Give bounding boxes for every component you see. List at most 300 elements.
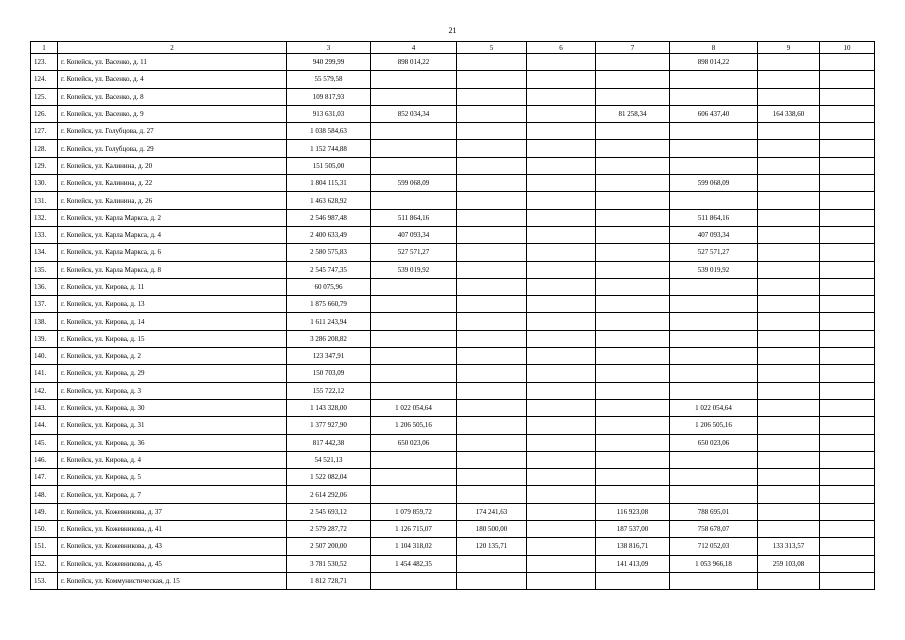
row-number-cell: 141.	[31, 365, 58, 382]
value-cell	[820, 296, 875, 313]
value-cell: 650 023,06	[371, 434, 457, 451]
column-header-10: 10	[820, 42, 875, 54]
value-cell	[527, 54, 596, 71]
row-number-cell: 135.	[31, 261, 58, 278]
value-cell	[596, 434, 670, 451]
value-cell	[527, 244, 596, 261]
value-cell	[457, 469, 527, 486]
table-row	[31, 209, 875, 226]
value-cell	[527, 521, 596, 538]
column-header-3: 3	[287, 42, 371, 54]
table-row	[31, 313, 875, 330]
value-cell	[527, 365, 596, 382]
value-cell	[371, 365, 457, 382]
value-cell	[820, 261, 875, 278]
address-cell: г. Копейск, ул. Кожевникова, д. 41	[58, 521, 287, 538]
value-cell: 1 143 328,00	[287, 399, 371, 416]
data-table	[30, 41, 875, 590]
row-number-cell: 133.	[31, 226, 58, 243]
row-number-cell: 123.	[31, 54, 58, 71]
value-cell	[670, 572, 758, 589]
value-cell	[820, 175, 875, 192]
row-number-cell: 129.	[31, 157, 58, 174]
row-number-cell: 127.	[31, 123, 58, 140]
value-cell	[457, 140, 527, 157]
value-cell	[457, 175, 527, 192]
table-row	[31, 226, 875, 243]
value-cell	[820, 399, 875, 416]
value-cell	[371, 123, 457, 140]
value-cell: 133 313,57	[758, 538, 820, 555]
value-cell	[670, 192, 758, 209]
address-cell: г. Копейск, ул. Васенко, д. 11	[58, 54, 287, 71]
row-number-cell: 140.	[31, 348, 58, 365]
value-cell	[371, 71, 457, 88]
value-cell: 155 722,12	[287, 382, 371, 399]
table-row	[31, 417, 875, 434]
row-number-cell: 134.	[31, 244, 58, 261]
value-cell: 1 152 744,88	[287, 140, 371, 157]
value-cell	[371, 330, 457, 347]
value-cell: 116 923,08	[596, 503, 670, 520]
value-cell	[758, 244, 820, 261]
value-cell	[670, 157, 758, 174]
value-cell	[596, 451, 670, 468]
value-cell	[758, 313, 820, 330]
value-cell: 138 816,71	[596, 538, 670, 555]
table-header-row	[31, 42, 875, 54]
value-cell	[670, 313, 758, 330]
value-cell: 898 014,22	[371, 54, 457, 71]
row-number-cell: 153.	[31, 572, 58, 589]
value-cell	[371, 486, 457, 503]
table-row	[31, 521, 875, 538]
page-number: 21	[448, 26, 457, 35]
value-cell: 1 053 966,18	[670, 555, 758, 572]
value-cell	[820, 278, 875, 295]
value-cell	[820, 54, 875, 71]
value-cell	[457, 209, 527, 226]
value-cell	[457, 192, 527, 209]
address-cell: г. Копейск, ул. Голубцова, д. 29	[58, 140, 287, 157]
value-cell	[371, 313, 457, 330]
value-cell	[457, 399, 527, 416]
value-cell	[527, 417, 596, 434]
value-cell	[596, 382, 670, 399]
value-cell: 511 864,16	[670, 209, 758, 226]
row-number-cell: 143.	[31, 399, 58, 416]
value-cell	[527, 538, 596, 555]
row-number-cell: 149.	[31, 503, 58, 520]
value-cell	[596, 486, 670, 503]
value-cell	[820, 313, 875, 330]
row-number-cell: 152.	[31, 555, 58, 572]
value-cell	[527, 399, 596, 416]
value-cell: 2 507 200,00	[287, 538, 371, 555]
value-cell	[758, 209, 820, 226]
value-cell	[820, 503, 875, 520]
value-cell	[457, 54, 527, 71]
value-cell	[820, 382, 875, 399]
value-cell: 1 022 054,64	[670, 399, 758, 416]
table-row	[31, 382, 875, 399]
row-number-cell: 132.	[31, 209, 58, 226]
value-cell	[527, 278, 596, 295]
value-cell: 2 580 575,83	[287, 244, 371, 261]
value-cell	[758, 451, 820, 468]
row-number-cell: 126.	[31, 105, 58, 122]
value-cell	[596, 313, 670, 330]
table-row	[31, 572, 875, 589]
address-cell: г. Копейск, ул. Калинина, д. 22	[58, 175, 287, 192]
value-cell	[820, 244, 875, 261]
address-cell: г. Копейск, ул. Кирова, д. 5	[58, 469, 287, 486]
value-cell	[371, 382, 457, 399]
value-cell: 407 093,34	[670, 226, 758, 243]
row-number-cell: 137.	[31, 296, 58, 313]
value-cell	[371, 192, 457, 209]
value-cell: 1 206 505,16	[371, 417, 457, 434]
value-cell	[457, 244, 527, 261]
value-cell: 1 104 318,02	[371, 538, 457, 555]
table-row	[31, 105, 875, 122]
value-cell	[596, 175, 670, 192]
address-cell: г. Копейск, ул. Васенко, д. 4	[58, 71, 287, 88]
value-cell	[457, 313, 527, 330]
row-number-cell: 144.	[31, 417, 58, 434]
value-cell	[527, 209, 596, 226]
address-cell: г. Копейск, ул. Васенко, д. 8	[58, 88, 287, 105]
value-cell: 1 038 584,63	[287, 123, 371, 140]
table-row	[31, 365, 875, 382]
table-row	[31, 54, 875, 71]
value-cell: 3 286 208,82	[287, 330, 371, 347]
value-cell: 187 537,00	[596, 521, 670, 538]
value-cell	[457, 296, 527, 313]
table-row	[31, 140, 875, 157]
value-cell	[820, 157, 875, 174]
row-number-cell: 128.	[31, 140, 58, 157]
address-cell: г. Копейск, ул. Кирова, д. 3	[58, 382, 287, 399]
value-cell	[457, 365, 527, 382]
row-number-cell: 147.	[31, 469, 58, 486]
table-row	[31, 451, 875, 468]
column-header-7: 7	[596, 42, 670, 54]
table-row	[31, 157, 875, 174]
value-cell	[820, 209, 875, 226]
column-header-9: 9	[758, 42, 820, 54]
value-cell	[758, 503, 820, 520]
value-cell	[758, 572, 820, 589]
value-cell	[670, 348, 758, 365]
address-cell: г. Копейск, ул. Карла Маркса, д. 6	[58, 244, 287, 261]
value-cell: 1 812 728,71	[287, 572, 371, 589]
value-cell	[758, 382, 820, 399]
value-cell	[457, 555, 527, 572]
value-cell	[596, 572, 670, 589]
value-cell	[527, 382, 596, 399]
value-cell: 120 135,71	[457, 538, 527, 555]
value-cell	[758, 226, 820, 243]
address-cell: г. Копейск, ул. Кожевникова, д. 45	[58, 555, 287, 572]
table-row	[31, 175, 875, 192]
value-cell: 599 068,09	[670, 175, 758, 192]
table-row	[31, 192, 875, 209]
value-cell	[820, 105, 875, 122]
value-cell	[596, 278, 670, 295]
value-cell	[758, 192, 820, 209]
value-cell	[820, 140, 875, 157]
value-cell	[527, 192, 596, 209]
row-number-cell: 150.	[31, 521, 58, 538]
value-cell	[527, 261, 596, 278]
value-cell: 539 019,92	[670, 261, 758, 278]
value-cell: 1 079 859,72	[371, 503, 457, 520]
value-cell	[758, 330, 820, 347]
value-cell: 55 579,58	[287, 71, 371, 88]
value-cell	[457, 348, 527, 365]
value-cell	[596, 296, 670, 313]
row-number-cell: 145.	[31, 434, 58, 451]
value-cell	[457, 157, 527, 174]
value-cell	[758, 71, 820, 88]
column-header-5: 5	[457, 42, 527, 54]
value-cell	[371, 296, 457, 313]
value-cell: 1 522 082,04	[287, 469, 371, 486]
table-row	[31, 296, 875, 313]
value-cell	[758, 140, 820, 157]
address-cell: г. Копейск, ул. Кирова, д. 29	[58, 365, 287, 382]
value-cell: 164 338,60	[758, 105, 820, 122]
value-cell	[596, 348, 670, 365]
value-cell: 1 022 054,64	[371, 399, 457, 416]
value-cell	[820, 226, 875, 243]
value-cell	[820, 417, 875, 434]
value-cell	[457, 261, 527, 278]
table-row	[31, 123, 875, 140]
value-cell	[596, 365, 670, 382]
value-cell: 1 206 505,16	[670, 417, 758, 434]
value-cell: 817 442,38	[287, 434, 371, 451]
value-cell	[457, 123, 527, 140]
row-number-cell: 124.	[31, 71, 58, 88]
value-cell	[758, 348, 820, 365]
value-cell	[596, 261, 670, 278]
column-header-1: 1	[31, 42, 58, 54]
address-cell: г. Копейск, ул. Карла Маркса, д. 8	[58, 261, 287, 278]
address-cell: г. Копейск, ул. Кожевникова, д. 43	[58, 538, 287, 555]
address-cell: г. Копейск, ул. Калинина, д. 20	[58, 157, 287, 174]
value-cell	[820, 486, 875, 503]
value-cell	[758, 469, 820, 486]
address-cell: г. Копейск, ул. Карла Маркса, д. 2	[58, 209, 287, 226]
value-cell	[596, 88, 670, 105]
value-cell	[670, 123, 758, 140]
value-cell	[527, 296, 596, 313]
value-cell: 151 505,00	[287, 157, 371, 174]
value-cell: 180 500,00	[457, 521, 527, 538]
value-cell	[371, 278, 457, 295]
value-cell	[596, 157, 670, 174]
address-cell: г. Копейск, ул. Кирова, д. 14	[58, 313, 287, 330]
value-cell	[758, 54, 820, 71]
address-cell: г. Копейск, ул. Кирова, д. 11	[58, 278, 287, 295]
value-cell	[820, 123, 875, 140]
value-cell	[758, 278, 820, 295]
value-cell	[371, 469, 457, 486]
address-cell: г. Копейск, ул. Коммунистическая, д. 15	[58, 572, 287, 589]
address-cell: г. Копейск, ул. Калинина, д. 26	[58, 192, 287, 209]
value-cell	[670, 71, 758, 88]
value-cell	[820, 434, 875, 451]
table-row	[31, 399, 875, 416]
value-cell	[758, 261, 820, 278]
value-cell	[820, 71, 875, 88]
value-cell: 527 571,27	[371, 244, 457, 261]
row-number-cell: 139.	[31, 330, 58, 347]
row-number-cell: 146.	[31, 451, 58, 468]
value-cell	[820, 88, 875, 105]
value-cell: 852 034,34	[371, 105, 457, 122]
value-cell: 2 545 693,12	[287, 503, 371, 520]
value-cell	[527, 123, 596, 140]
value-cell: 2 546 987,48	[287, 209, 371, 226]
value-cell	[527, 486, 596, 503]
value-cell	[820, 451, 875, 468]
value-cell	[457, 330, 527, 347]
value-cell: 123 347,91	[287, 348, 371, 365]
value-cell	[596, 54, 670, 71]
row-number-cell: 148.	[31, 486, 58, 503]
value-cell	[527, 469, 596, 486]
value-cell: 1 611 243,94	[287, 313, 371, 330]
value-cell	[371, 140, 457, 157]
value-cell	[820, 330, 875, 347]
value-cell	[758, 399, 820, 416]
value-cell	[670, 296, 758, 313]
table-row	[31, 330, 875, 347]
value-cell: 2 579 287,72	[287, 521, 371, 538]
value-cell	[758, 175, 820, 192]
value-cell: 898 014,22	[670, 54, 758, 71]
value-cell	[527, 434, 596, 451]
row-number-cell: 131.	[31, 192, 58, 209]
table-row	[31, 434, 875, 451]
address-cell: г. Копейск, ул. Кирова, д. 30	[58, 399, 287, 416]
value-cell	[457, 382, 527, 399]
value-cell	[457, 278, 527, 295]
value-cell: 2 545 747,35	[287, 261, 371, 278]
value-cell: 1 454 482,35	[371, 555, 457, 572]
value-cell	[596, 123, 670, 140]
value-cell	[670, 330, 758, 347]
value-cell	[758, 88, 820, 105]
value-cell: 1 804 115,31	[287, 175, 371, 192]
value-cell	[758, 434, 820, 451]
value-cell	[527, 105, 596, 122]
value-cell	[457, 226, 527, 243]
table-row	[31, 88, 875, 105]
address-cell: г. Копейск, ул. Кирова, д. 4	[58, 451, 287, 468]
value-cell	[670, 382, 758, 399]
value-cell: 511 864,16	[371, 209, 457, 226]
value-cell	[670, 278, 758, 295]
value-cell	[527, 226, 596, 243]
value-cell	[670, 365, 758, 382]
value-cell: 141 413,09	[596, 555, 670, 572]
value-cell	[670, 451, 758, 468]
address-cell: г. Копейск, ул. Кирова, д. 2	[58, 348, 287, 365]
value-cell: 81 258,34	[596, 105, 670, 122]
address-cell: г. Копейск, ул. Кирова, д. 15	[58, 330, 287, 347]
value-cell: 1 377 927,90	[287, 417, 371, 434]
address-cell: г. Копейск, ул. Кирова, д. 7	[58, 486, 287, 503]
value-cell: 259 103,08	[758, 555, 820, 572]
table-row	[31, 503, 875, 520]
table-row	[31, 348, 875, 365]
value-cell	[670, 469, 758, 486]
value-cell: 1 875 660,79	[287, 296, 371, 313]
address-cell: г. Копейск, ул. Кожевникова, д. 37	[58, 503, 287, 520]
value-cell	[457, 486, 527, 503]
value-cell	[596, 209, 670, 226]
value-cell	[596, 140, 670, 157]
value-cell	[820, 521, 875, 538]
value-cell	[457, 105, 527, 122]
value-cell	[596, 226, 670, 243]
address-cell: г. Копейск, ул. Кирова, д. 36	[58, 434, 287, 451]
value-cell	[527, 330, 596, 347]
value-cell	[670, 140, 758, 157]
value-cell	[527, 503, 596, 520]
table-row	[31, 71, 875, 88]
value-cell	[758, 157, 820, 174]
row-number-cell: 151.	[31, 538, 58, 555]
table-row	[31, 278, 875, 295]
value-cell: 407 093,34	[371, 226, 457, 243]
value-cell: 940 299,99	[287, 54, 371, 71]
value-cell	[820, 555, 875, 572]
value-cell	[596, 469, 670, 486]
column-header-8: 8	[670, 42, 758, 54]
value-cell	[457, 88, 527, 105]
value-cell	[820, 365, 875, 382]
value-cell	[457, 417, 527, 434]
value-cell: 1 463 628,92	[287, 192, 371, 209]
value-cell	[527, 88, 596, 105]
value-cell: 60 075,96	[287, 278, 371, 295]
value-cell	[820, 348, 875, 365]
table-row	[31, 538, 875, 555]
row-number-cell: 142.	[31, 382, 58, 399]
value-cell: 758 678,07	[670, 521, 758, 538]
column-header-6: 6	[527, 42, 596, 54]
value-cell	[596, 244, 670, 261]
value-cell	[596, 417, 670, 434]
value-cell	[670, 486, 758, 503]
value-cell	[371, 88, 457, 105]
value-cell	[457, 71, 527, 88]
value-cell	[596, 71, 670, 88]
value-cell: 3 781 530,52	[287, 555, 371, 572]
value-cell	[820, 538, 875, 555]
value-cell	[527, 175, 596, 192]
value-cell	[371, 157, 457, 174]
value-cell: 150 703,09	[287, 365, 371, 382]
address-cell: г. Копейск, ул. Карла Маркса, д. 4	[58, 226, 287, 243]
value-cell	[758, 417, 820, 434]
value-cell: 54 521,13	[287, 451, 371, 468]
